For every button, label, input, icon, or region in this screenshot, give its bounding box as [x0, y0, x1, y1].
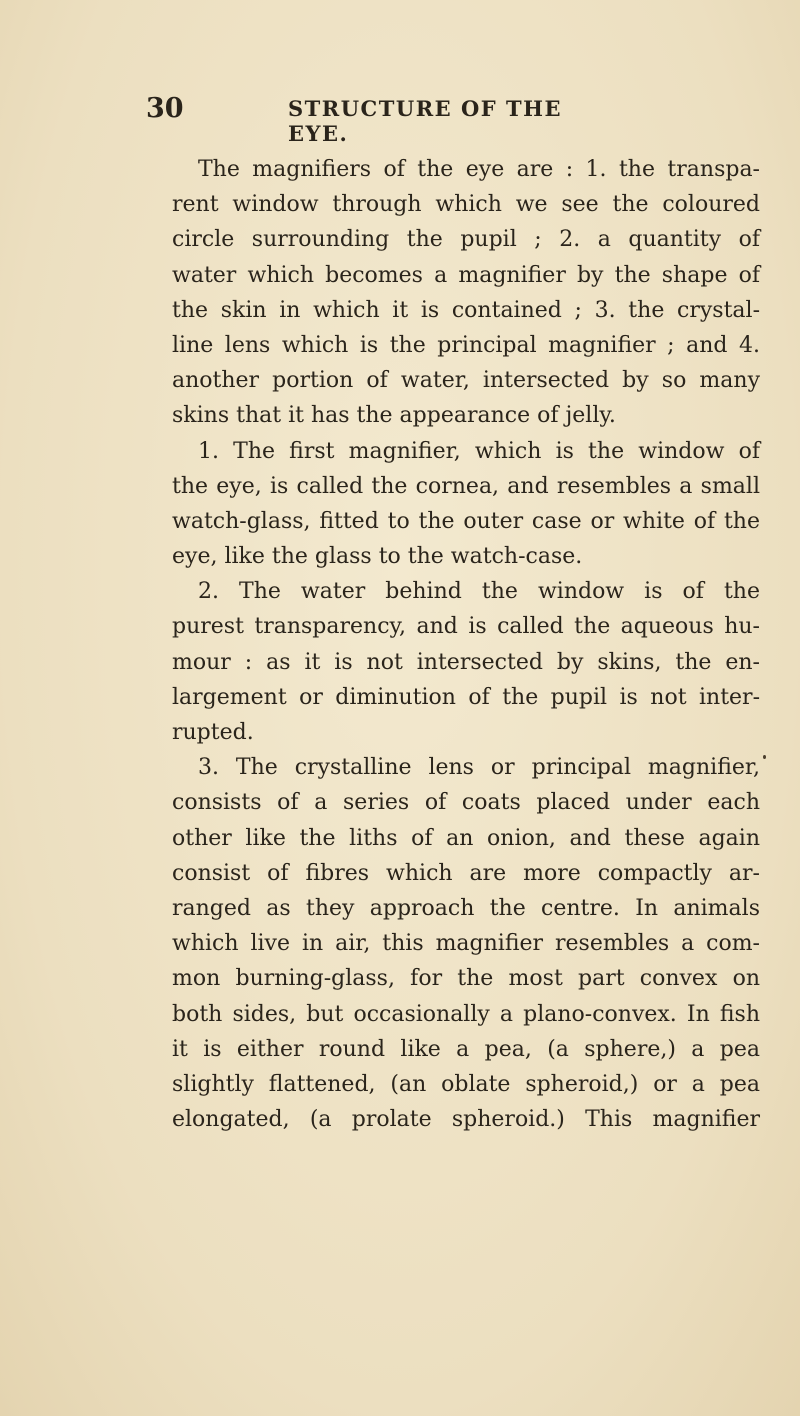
text-line: the eye, is called the cornea, and resembles a small	[172, 473, 760, 499]
text-line: mon burning-glass, for the most part convex on	[172, 966, 760, 992]
text-line: skins that it has the appearance of jelly.	[172, 403, 616, 429]
text-line: circle surrounding the pupil ; 2. a quantity of	[172, 227, 760, 253]
text-line: consists of a series of coats placed under each	[172, 790, 760, 816]
text-line: 2. The water behind the window is of the	[198, 579, 760, 605]
ink-speck	[763, 755, 766, 759]
page-number: 30	[146, 93, 184, 124]
text-line: another portion of water, intersected by so many	[172, 368, 760, 394]
running-head: STRUCTURE OF THE EYE.	[288, 96, 562, 146]
text-line: rupted.	[172, 720, 254, 745]
text-line: watch-glass, fitted to the outer case or white of the	[172, 508, 760, 534]
text-line: 3. The crystalline lens or principal magnifier,	[198, 755, 760, 781]
text-line: The magnifiers of the eye are : 1. the transpa-	[198, 157, 760, 182]
text-line: other like the liths of an onion, and these again	[172, 825, 760, 851]
body-text	[172, 152, 760, 1137]
page-header	[146, 93, 606, 146]
text-line: mour : as it is not intersected by skins, the en-	[172, 649, 760, 675]
text-line: consist of fibres which are more compactly ar-	[172, 860, 760, 886]
text-line: slightly flattened, (an oblate spheroid,) or a pea	[172, 1071, 760, 1097]
text-line: rent window through which we see the coloured	[172, 192, 760, 218]
text-line: largement or diminution of the pupil is not inter-	[172, 684, 760, 710]
text-line: which live in air, this magnifier resembles a com-	[172, 931, 760, 957]
text-line: water which becomes a magnifier by the shape of	[172, 262, 760, 288]
text-line: line lens which is the principal magnifier ; and 4.	[172, 332, 760, 358]
text-line: 1. The first magnifier, which is the window of	[198, 438, 760, 464]
text-line: eye, like the glass to the watch-case.	[172, 544, 583, 570]
text-line: the skin in which it is contained ; 3. the crystal-	[172, 297, 760, 323]
text-line: ranged as they approach the centre. In animals	[172, 895, 760, 921]
text-line: purest transparency, and is called the aqueous hu-	[172, 614, 760, 640]
text-line: it is either round like a pea, (a sphere,) a pea	[172, 1036, 760, 1062]
text-line: elongated, (a prolate spheroid.) This magnifier	[172, 1107, 760, 1133]
text-line: both sides, but occasionally a plano-convex. In fish	[172, 1001, 760, 1027]
